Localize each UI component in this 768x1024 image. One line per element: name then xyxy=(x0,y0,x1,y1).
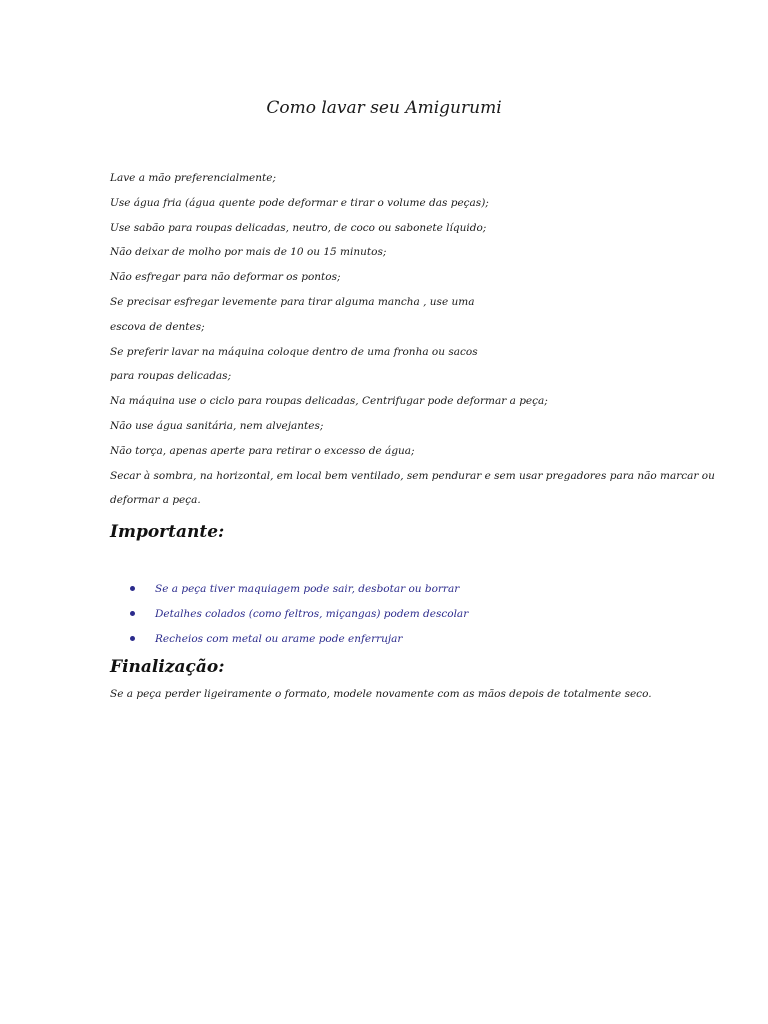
important-item xyxy=(130,601,468,626)
instruction-line: Não torça, apenas aperte para retirar o excesso de água; xyxy=(110,444,415,457)
important-item-text: Se a peça tiver maquiagem pode sair, desbotar ou borrar xyxy=(155,582,460,595)
important-list xyxy=(130,576,468,651)
instruction-line: Use água fria (água quente pode deformar e tirar o volume das peças); xyxy=(110,196,489,209)
finalization-heading: Finalização: xyxy=(110,657,225,677)
important-item-text: Recheios com metal ou arame pode enferrujar xyxy=(155,632,403,645)
page-title: Como lavar seu Amigurumi xyxy=(266,98,502,118)
bullet-icon xyxy=(130,586,135,591)
instruction-line: Se precisar esfregar levemente para tirar alguma mancha , use uma xyxy=(110,295,475,308)
important-item xyxy=(130,626,468,651)
instructions-list xyxy=(110,168,715,515)
important-item xyxy=(130,576,468,601)
instruction-line: para roupas delicadas; xyxy=(110,370,232,383)
instruction-line: Não deixar de molho por mais de 10 ou 15 minutos; xyxy=(110,246,387,259)
instruction-line: Secar à sombra, na horizontal, em local bem ventilado, sem pendurar e sem usar pregadores para não marcar ou xyxy=(110,469,715,482)
bullet-icon xyxy=(130,636,135,641)
finalization-text: Se a peça perder ligeiramente o formato, modele novamente com as mãos depois de totalmente seco. xyxy=(110,688,652,700)
instruction-line: deformar a peça. xyxy=(110,494,201,507)
instruction-line: Lave a mão preferencialmente; xyxy=(110,172,277,184)
instruction-line: Na máquina use o ciclo para roupas delicadas, Centrifugar pode deformar a peça; xyxy=(110,395,548,408)
bullet-icon xyxy=(130,611,135,616)
instruction-line: Não esfregar para não deformar os pontos; xyxy=(110,271,341,284)
important-item-text: Detalhes colados (como feltros, miçangas) podem descolar xyxy=(155,607,469,620)
instruction-line: Não use água sanitária, nem alvejantes; xyxy=(110,419,324,432)
instruction-line: Se preferir lavar na máquina coloque dentro de uma fronha ou sacos xyxy=(110,345,478,358)
important-heading: Importante: xyxy=(110,522,225,542)
instruction-line: Use sabão para roupas delicadas, neutro, de coco ou sabonete líquido; xyxy=(110,221,487,234)
instruction-line: escova de dentes; xyxy=(110,320,205,333)
